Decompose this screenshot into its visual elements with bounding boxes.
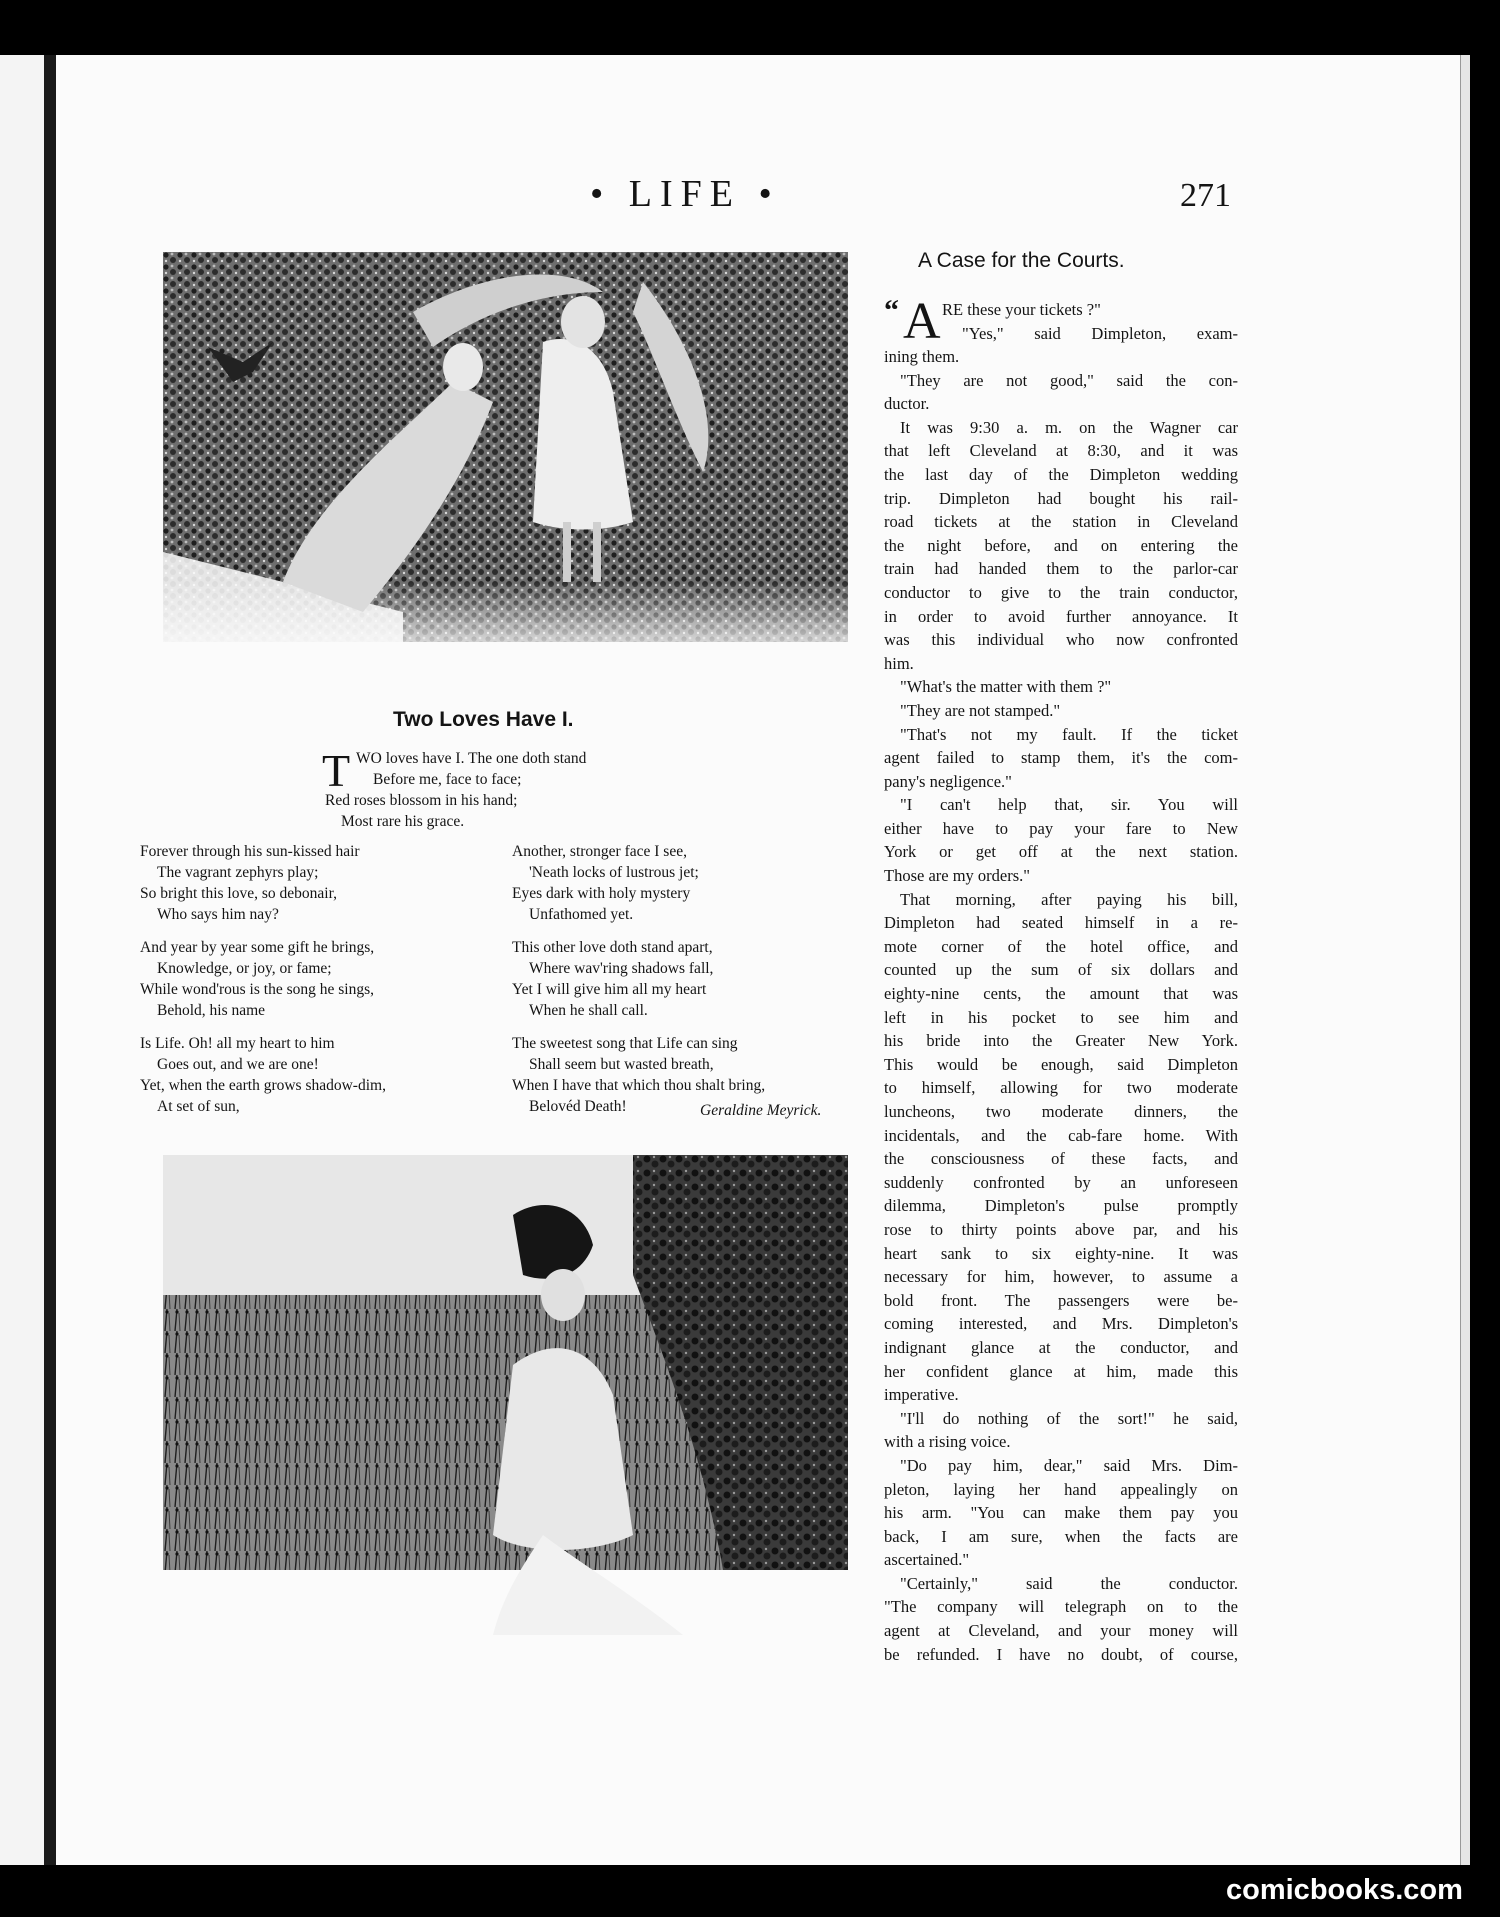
story-line: "Do pay him, dear," said Mrs. Dim- — [900, 1455, 1238, 1475]
story-line: that left Cleveland at 8:30, and it was — [884, 441, 1238, 461]
story-opening — [942, 298, 1238, 345]
story-line: counted up the sum of six dollars and — [884, 960, 1238, 980]
story-line: agent at Cleveland, and your money will — [884, 1621, 1238, 1641]
poem-line: And year by year some gift he brings, — [140, 939, 375, 956]
story-line: Dimpleton had seated himself in a re- — [884, 913, 1238, 933]
story-line: This would be enough, said Dimpleton — [884, 1054, 1238, 1074]
poem-author: Geraldine Meyrick. — [700, 1102, 822, 1119]
story-line: trip. Dimpleton had bought his rail- — [884, 488, 1238, 508]
poem-line: Knowledge, or joy, or fame; — [157, 960, 332, 977]
story-line: with a rising voice. — [884, 1432, 1011, 1452]
masthead: • LIFE • — [590, 173, 780, 215]
story-line: train had handed them to the parlor-car — [884, 559, 1238, 579]
story-line: "They are not good," said the con- — [900, 370, 1238, 390]
story-line: road tickets at the station in Cleveland — [884, 512, 1238, 532]
story-line: Those are my orders." — [884, 866, 1031, 886]
poem-intro-stanza — [356, 748, 586, 790]
story-line: the night before, and on entering the — [884, 535, 1238, 555]
poem-line: Goes out, and we are one! — [157, 1056, 319, 1073]
poem-line: Is Life. Oh! all my heart to him — [140, 1035, 335, 1052]
story-line: "That's not my fault. If the ticket — [900, 724, 1238, 744]
poem-line: Shall seem but wasted breath, — [529, 1056, 714, 1073]
story-line: mote corner of the hotel office, and — [884, 936, 1238, 956]
poem-right-stanza-1 — [512, 841, 699, 925]
poem-line: Unfathomed yet. — [529, 906, 634, 923]
story-line: agent failed to stamp them, it's the com- — [884, 748, 1238, 768]
story-line: "I'll do nothing of the sort!" he said, — [900, 1408, 1238, 1428]
story-line: York or get off at the next station. — [884, 842, 1238, 862]
poem-left-stanza-1 — [140, 841, 360, 925]
story-line: coming interested, and Mrs. Dimpleton's — [884, 1314, 1238, 1334]
story-line: in order to avoid further annoyance. It — [884, 606, 1238, 626]
poem-line: Eyes dark with holy mystery — [512, 885, 691, 902]
poem-line: At set of sun, — [157, 1098, 240, 1115]
story-line: rose to thirty points above par, and his — [884, 1219, 1238, 1239]
poem-line: Forever through his sun-kissed hair — [140, 843, 360, 860]
story-line: imperative. — [884, 1385, 959, 1405]
poem-line: Behold, his name — [157, 1002, 266, 1019]
story-line: to himself, allowing for two moderate — [884, 1078, 1238, 1098]
poem-line: While wond'rous is the song he sings, — [140, 981, 374, 998]
story-line: bold front. The passengers were be- — [884, 1290, 1238, 1310]
story-line: conductor to give to the train conductor, — [884, 582, 1238, 602]
poem-line: So bright this love, so debonair, — [140, 885, 337, 902]
story-line: "Yes," said Dimpleton, exam- — [962, 323, 1238, 343]
poem-dropcap: T — [322, 745, 351, 796]
poem-line: The vagrant zephyrs play; — [157, 864, 319, 881]
poem-line: Red roses blossom in his hand; — [325, 792, 518, 809]
story-line: back, I am sure, when the facts are — [884, 1526, 1238, 1546]
illustration-angels — [163, 252, 848, 664]
poem-line: Most rare his grace. — [341, 813, 465, 830]
poem-line: This other love doth stand apart, — [512, 939, 713, 956]
story-line: heart sank to six eighty-nine. It was — [884, 1243, 1238, 1263]
poem-line: 'Neath locks of lustrous jet; — [529, 864, 699, 881]
right-page-edge — [1460, 55, 1470, 1865]
poem-line: Who says him nay? — [157, 906, 279, 923]
story-line: "Certainly," said the conductor. — [900, 1573, 1238, 1593]
poem-title: Two Loves Have I. — [393, 708, 574, 731]
poem-line: Before me, face to face; — [373, 771, 522, 788]
story-line: her confident glance at him, made this — [884, 1361, 1238, 1381]
story-line: "They are not stamped." — [900, 700, 1061, 720]
left-page-edge — [0, 55, 48, 1865]
poem-line: Where wav'ring shadows fall, — [529, 960, 714, 977]
story-line: be refunded. I have no doubt, of course, — [884, 1644, 1238, 1664]
book-gutter — [44, 55, 56, 1865]
story-line: the consciousness of these facts, and — [884, 1149, 1238, 1169]
poem-intro-stanza-cont — [325, 790, 517, 832]
story-title: A Case for the Courts. — [918, 249, 1125, 272]
story-line: necessary for him, however, to assume a — [884, 1267, 1238, 1287]
story-line: either have to pay your fare to New — [884, 818, 1238, 838]
story-line: ining them. — [884, 347, 960, 366]
story-line: pany's negligence." — [884, 771, 1012, 791]
poem-line: The sweetest song that Life can sing — [512, 1035, 738, 1052]
story-body — [884, 345, 1238, 1666]
story-line: "I can't help that, sir. You will — [900, 795, 1238, 815]
poem-line: WO loves have I. The one doth stand — [356, 750, 587, 767]
poem-left-stanza-3 — [140, 1033, 386, 1117]
story-line: ductor. — [884, 394, 930, 414]
page-number: 271 — [1180, 177, 1231, 214]
story-dropcap: A — [903, 293, 941, 350]
story-line: luncheons, two moderate dinners, the — [884, 1102, 1238, 1121]
story-line: his bride into the Greater New York. — [884, 1031, 1238, 1051]
story-line: pleton, laying her hand appealingly on — [884, 1479, 1238, 1499]
story-line: "What's the matter with them ?" — [900, 677, 1112, 697]
story-line: eighty-nine cents, the amount that was — [884, 984, 1238, 1004]
story-line: That morning, after paying his bill, — [900, 889, 1238, 909]
story-line: left in his pocket to see him and — [884, 1007, 1238, 1027]
site-watermark: comicbooks.com — [1226, 1874, 1463, 1906]
story-line: suddenly confronted by an unforeseen — [884, 1172, 1238, 1192]
illustration-woman-in-reeds — [163, 1155, 848, 1640]
poem-right-stanza-2 — [512, 937, 713, 1021]
story-line: "The company will telegraph on to the — [884, 1597, 1238, 1617]
story-line: ascertained." — [884, 1550, 970, 1570]
story-line: It was 9:30 a. m. on the Wagner car — [900, 417, 1238, 437]
poem-line: Belovéd Death! — [529, 1098, 627, 1115]
poem-line: When I have that which thou shalt bring, — [512, 1077, 766, 1094]
poem-line: When he shall call. — [529, 1002, 648, 1019]
story-line: indignant glance at the conductor, and — [884, 1337, 1238, 1357]
story-line: RE these your tickets ?" — [942, 300, 1101, 319]
story-line: him. — [884, 653, 914, 673]
poem-line: Yet, when the earth grows shadow-dim, — [140, 1077, 386, 1094]
poem-line: Yet I will give him all my heart — [512, 981, 707, 998]
story-line: was this individual who now confronted — [884, 630, 1238, 650]
story-open-quote: “ — [884, 294, 899, 327]
story-line: his arm. "You can make them pay you — [884, 1503, 1238, 1523]
poem-line: Another, stronger face I see, — [512, 843, 687, 860]
poem-left-stanza-2 — [140, 937, 374, 1021]
story-line: incidentals, and the cab-fare home. With — [884, 1125, 1238, 1145]
story-line: dilemma, Dimpleton's pulse promptly — [884, 1196, 1238, 1216]
story-line: the last day of the Dimpleton wedding — [884, 464, 1238, 484]
